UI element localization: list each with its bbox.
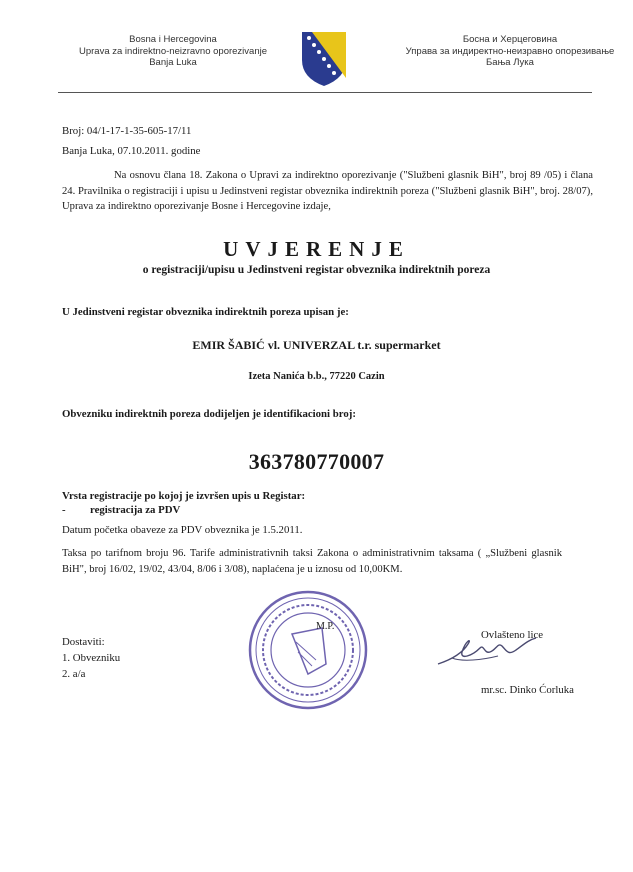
taxpayer-name: EMIR ŠABIĆ vl. UNIVERZAL t.r. supermarket	[192, 338, 441, 352]
signatory-label: Ovlašteno lice	[481, 629, 544, 641]
intro-paragraph: Na osnovu člana 18. Zakona o Upravi za indirektno oporezivanje ("Službeni glasnik BiH", broj 89 /05) i člana 24. Pravilnika o registraciji i upisu u Jedinstveni registar obveznika indirektnih poreza ("Službeni glasnik BiH", broj. 28/07), Uprava za indirektno oporezivanje Bosne i Hercegovine izdaje,	[62, 170, 593, 212]
delivery-label: Dostaviti:	[62, 636, 105, 648]
header-right-line: Управа за индиректно-неизравно опорезивање	[405, 45, 615, 57]
registered-label: U Jedinstveni registar obveznika indirektnih poreza upisan je:	[62, 306, 349, 318]
reference-number: Broj: 04/1-17-1-35-605-17/11	[62, 125, 192, 137]
official-stamp-icon	[246, 588, 370, 712]
bih-coat-of-arms-icon	[300, 30, 348, 88]
header-right	[400, 34, 620, 69]
header-divider	[58, 92, 592, 93]
reg-type-dash: -	[62, 504, 66, 516]
reg-type-value: registracija za PDV	[90, 504, 181, 516]
handwritten-signature-icon	[432, 630, 542, 672]
header-left	[58, 34, 288, 69]
header-right-line: Босна и Херцеговина	[462, 34, 558, 45]
delivery-item: 2. a/a	[62, 668, 86, 680]
header-right-line: Бања Лука	[486, 57, 534, 68]
delivery-item: 1. Obvezniku	[62, 652, 121, 664]
place-date: Banja Luka, 07.10.2011. godine	[62, 145, 201, 157]
fee-paragraph: Taksa po tarifnom broju 96. Tarife administrativnih taksi Zakona o administrativnim taksama ( „Službeni glasnik BiH", broj 16/02, 19/02, 43/04, 8/06 i 3/08), naplaćena je u iznosu od 10,00KM.	[62, 548, 562, 575]
document-subtitle: o registraciji/upisu u Jedinstveni registar obveznika indirektnih poreza	[142, 264, 491, 276]
id-number: 363780770007	[248, 449, 385, 474]
header-left-line: Uprava za indirektno-neizravno oporezivanje	[79, 45, 267, 57]
header-left-line: Banja Luka	[149, 57, 197, 68]
stamp-mp-label: M.P.	[316, 621, 335, 632]
pdv-start-date: Datum početka obaveze za PDV obveznika je 1.5.2011.	[62, 524, 303, 536]
taxpayer-address: Izeta Nanića b.b., 77220 Cazin	[248, 371, 385, 382]
reg-type-label: Vrsta registracije po kojoj je izvršen upis u Registar:	[62, 490, 306, 502]
signatory-name: mr.sc. Dinko Ćorluka	[481, 684, 574, 696]
header-left-line: Bosna i Hercegovina	[129, 34, 217, 45]
document-title: UVJERENJE	[223, 237, 410, 261]
id-label: Obvezniku indirektnih poreza dodijeljen je identifikacioni broj:	[62, 408, 356, 420]
